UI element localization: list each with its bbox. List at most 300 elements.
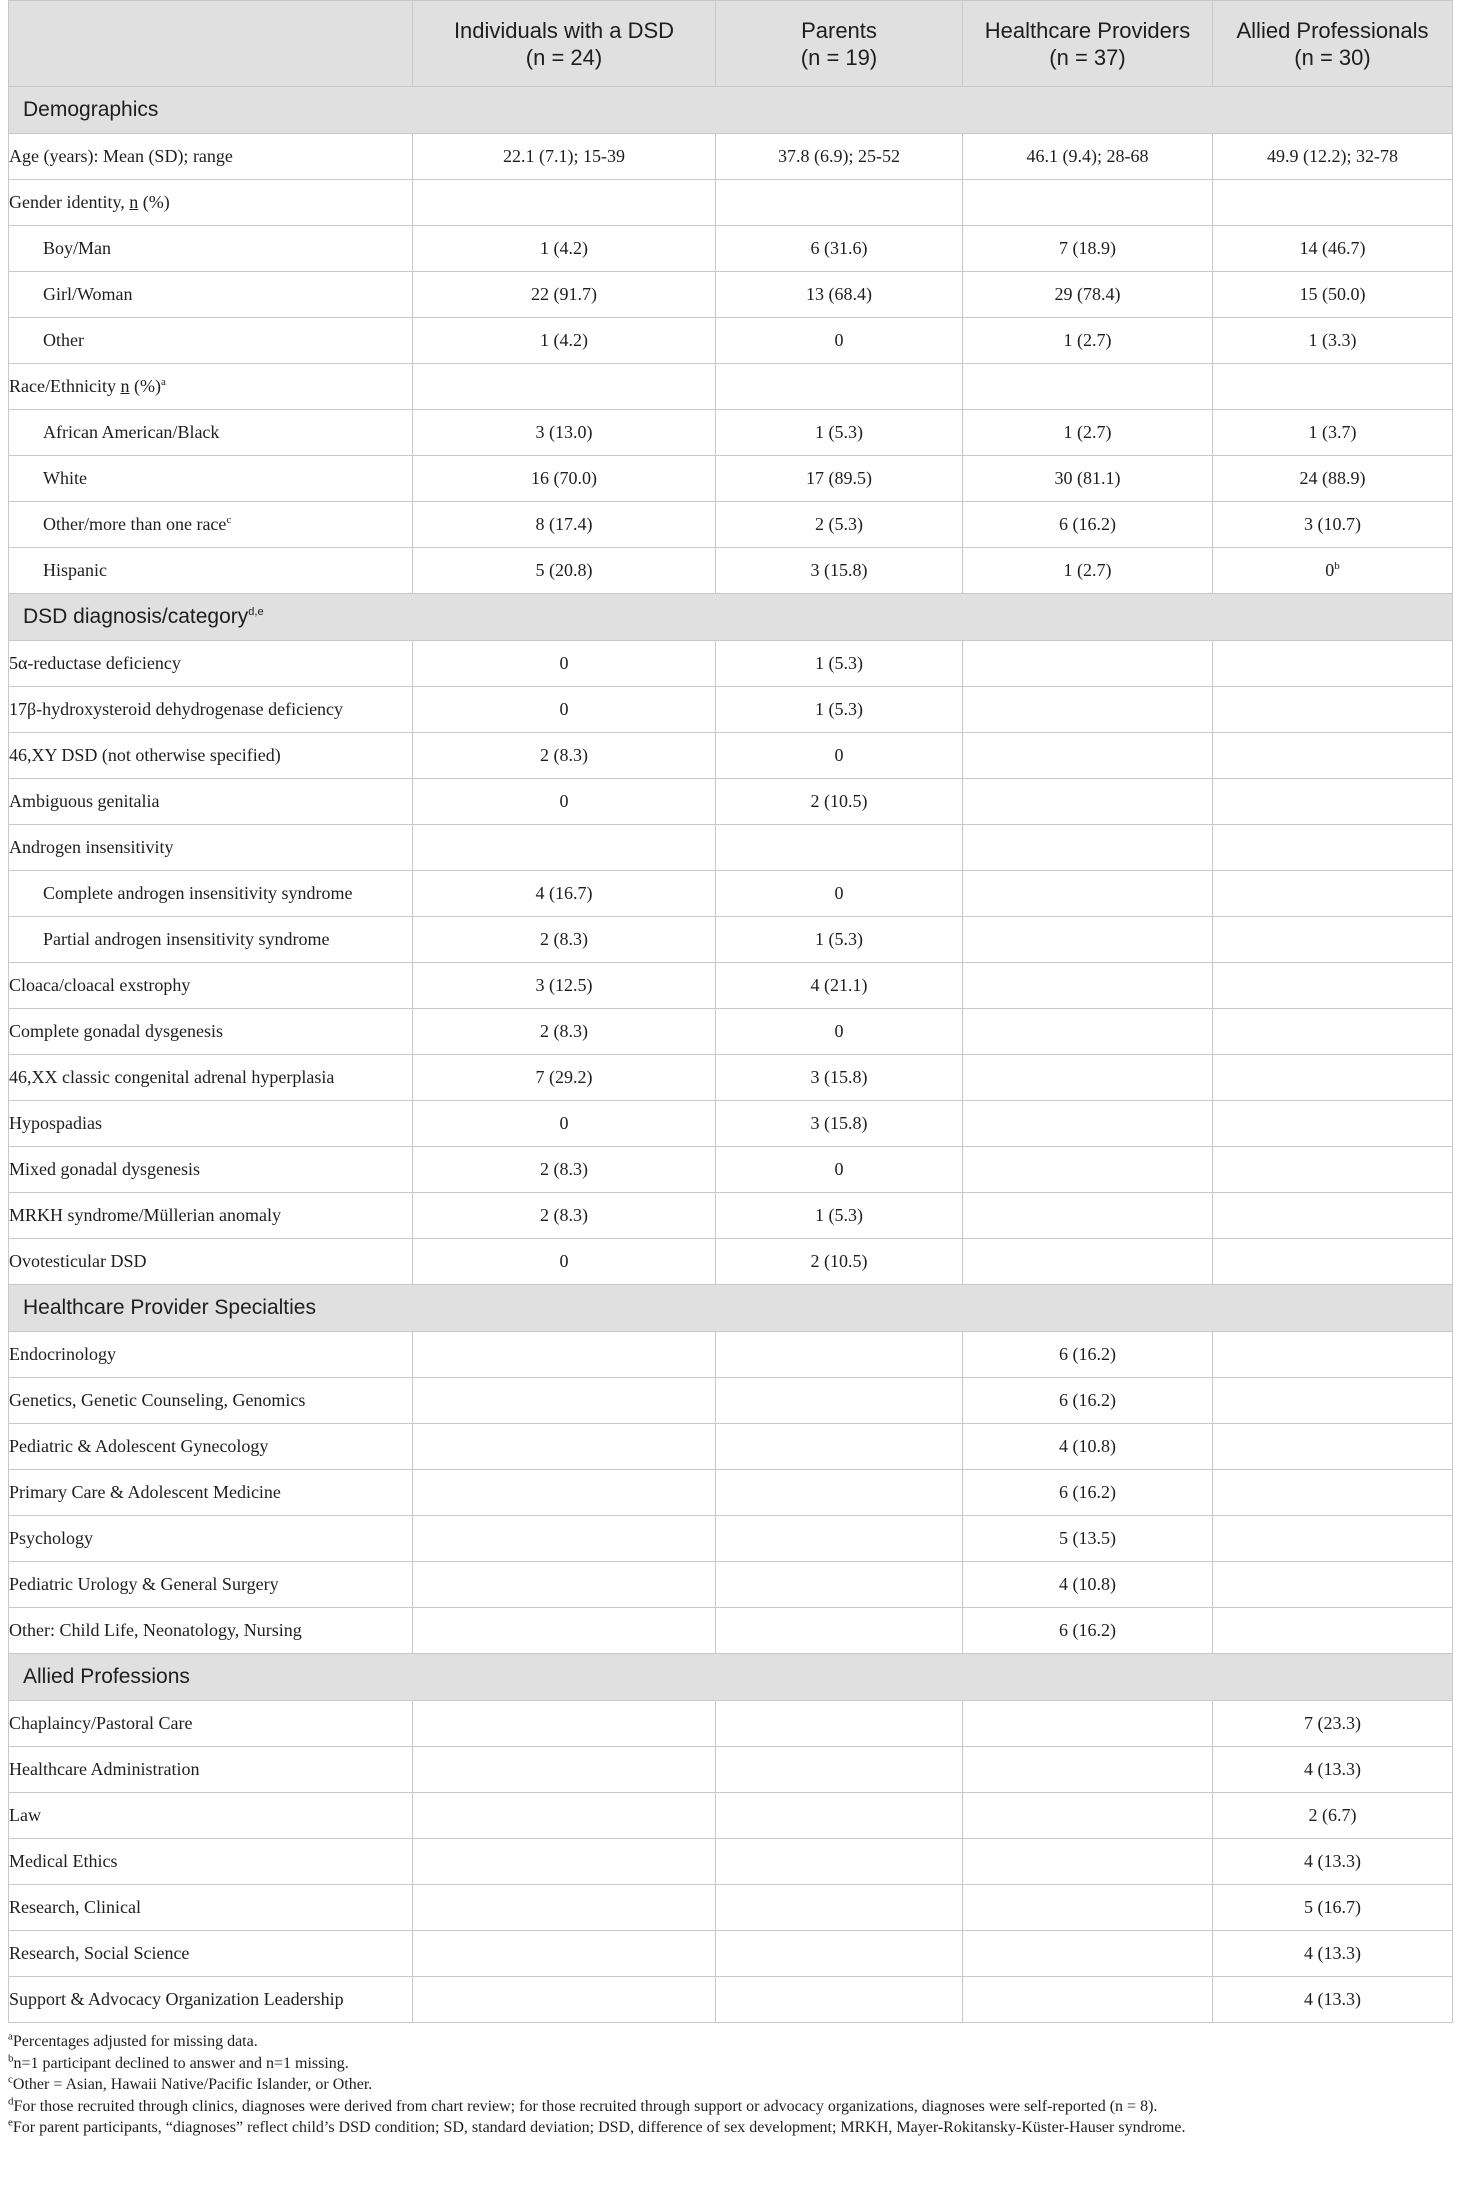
table-cell xyxy=(716,1101,963,1147)
table-body xyxy=(9,87,1453,2023)
table-cell xyxy=(963,779,1213,825)
footnote-marker: d xyxy=(8,2095,14,2108)
table-cell xyxy=(413,272,716,318)
table-cell xyxy=(1213,318,1453,364)
table-row xyxy=(9,364,1453,410)
table-cell xyxy=(413,1747,716,1793)
cell-value: 3 (15.8) xyxy=(810,1113,868,1133)
header-parents xyxy=(716,1,963,87)
table-row xyxy=(9,1147,1453,1193)
table-cell xyxy=(413,410,716,456)
header-corner xyxy=(9,1,413,87)
row-label-text: Cloaca/cloacal exstrophy xyxy=(9,975,191,995)
row-label xyxy=(9,1470,413,1516)
table-cell xyxy=(1213,410,1453,456)
cell-value: 17 (89.5) xyxy=(806,468,872,488)
table-cell xyxy=(716,1147,963,1193)
table-cell xyxy=(963,134,1213,180)
table-cell xyxy=(963,1747,1213,1793)
row-label-text: 46,XX classic congenital adrenal hyperplasia xyxy=(9,1067,335,1087)
table-cell xyxy=(1213,1747,1453,1793)
cell-value: 5 (20.8) xyxy=(535,560,593,580)
table-cell xyxy=(716,548,963,594)
row-label xyxy=(9,1839,413,1885)
row-label xyxy=(9,134,413,180)
row-label xyxy=(9,917,413,963)
table-cell xyxy=(1213,1470,1453,1516)
table-cell xyxy=(1213,733,1453,779)
table-cell xyxy=(413,1839,716,1885)
table-cell xyxy=(716,871,963,917)
cell-value: 2 (8.3) xyxy=(540,1159,588,1179)
row-label xyxy=(9,1424,413,1470)
table-cell xyxy=(963,1977,1213,2023)
table-cell xyxy=(963,825,1213,871)
row-label xyxy=(9,1977,413,2023)
cell-value: 0 xyxy=(559,791,569,811)
table-cell xyxy=(1213,641,1453,687)
row-label-text: Endocrinology xyxy=(9,1344,116,1364)
row-label-text: Genetics, Genetic Counseling, Genomics xyxy=(9,1390,306,1410)
cell-value: 14 (46.7) xyxy=(1299,238,1366,258)
demographics-table xyxy=(8,0,1453,2023)
section-title xyxy=(9,1285,1453,1332)
cell-value: 3 (15.8) xyxy=(810,1067,868,1087)
table-row xyxy=(9,1193,1453,1239)
table-row xyxy=(9,318,1453,364)
footnote-marker: a xyxy=(8,2030,13,2043)
table-row xyxy=(9,641,1453,687)
row-label-text: Partial androgen insensitivity syndrome xyxy=(43,929,330,949)
cell-value: 0 xyxy=(834,1159,844,1179)
cell-value: 1 (3.7) xyxy=(1308,422,1357,442)
table-cell xyxy=(1213,1193,1453,1239)
table-row xyxy=(9,1101,1453,1147)
cell-value: 6 (16.2) xyxy=(1059,1344,1116,1364)
row-label-suffix: (%) xyxy=(138,192,170,212)
table-cell xyxy=(963,1701,1213,1747)
cell-value: 1 (5.3) xyxy=(815,1205,863,1225)
table-cell xyxy=(413,548,716,594)
cell-value: 4 (13.3) xyxy=(1304,1851,1361,1871)
row-label-text: Research, Social Science xyxy=(9,1943,190,1963)
row-label xyxy=(9,226,413,272)
table-cell xyxy=(413,917,716,963)
footnote-marker: c xyxy=(226,514,232,526)
table-cell xyxy=(716,1424,963,1470)
table-cell xyxy=(413,1055,716,1101)
section-title-text: Allied Professions xyxy=(23,1665,190,1688)
cell-value: 16 (70.0) xyxy=(531,468,597,488)
row-label xyxy=(9,825,413,871)
table-cell xyxy=(413,364,716,410)
table-cell xyxy=(963,1055,1213,1101)
row-label-text: Complete androgen insensitivity syndrome xyxy=(43,883,353,903)
table-cell xyxy=(413,1147,716,1193)
row-label-text: Law xyxy=(9,1805,41,1825)
cell-value: 2 (8.3) xyxy=(540,1021,588,1041)
table-cell xyxy=(963,410,1213,456)
table-row xyxy=(9,1931,1453,1977)
section-header-row xyxy=(9,1654,1453,1701)
table-cell xyxy=(963,1009,1213,1055)
table-cell xyxy=(963,641,1213,687)
table-row xyxy=(9,1747,1453,1793)
table-cell xyxy=(1213,364,1453,410)
cell-value: 1 (5.3) xyxy=(815,422,863,442)
section-title xyxy=(9,87,1453,134)
table-cell xyxy=(716,1378,963,1424)
footnote-text: For parent participants, “diagnoses” reflect child’s DSD condition; SD, standard deviation; DSD, difference of sex development; MRKH, Mayer-Rokitansky-Küster-Hauser syndrome. xyxy=(12,2119,1186,2136)
row-label xyxy=(9,779,413,825)
row-label-text: White xyxy=(43,468,87,488)
row-label-text: Other: Child Life, Neonatology, Nursing xyxy=(9,1620,302,1640)
row-label-text: 5α-reductase deficiency xyxy=(9,653,181,673)
table-cell xyxy=(1213,963,1453,1009)
table-cell xyxy=(1213,180,1453,226)
table-cell xyxy=(963,272,1213,318)
cell-value: 2 (8.3) xyxy=(540,929,588,949)
table-cell xyxy=(963,456,1213,502)
cell-value: 2 (8.3) xyxy=(540,745,588,765)
table-cell xyxy=(413,1101,716,1147)
table-cell xyxy=(716,1009,963,1055)
table-cell xyxy=(716,1885,963,1931)
row-label xyxy=(9,733,413,779)
table-cell xyxy=(716,733,963,779)
table-cell xyxy=(716,1562,963,1608)
table-cell xyxy=(716,687,963,733)
row-label xyxy=(9,364,413,410)
table-cell xyxy=(963,733,1213,779)
header-title: Allied Professionals xyxy=(1236,17,1429,43)
table-cell xyxy=(1213,1562,1453,1608)
cell-value: 0 xyxy=(559,1113,569,1133)
table-cell xyxy=(716,779,963,825)
row-label xyxy=(9,641,413,687)
table-row xyxy=(9,1516,1453,1562)
table-cell xyxy=(963,502,1213,548)
table-row xyxy=(9,1055,1453,1101)
table-cell xyxy=(413,1885,716,1931)
table-cell xyxy=(1213,917,1453,963)
row-label-text: African American/Black xyxy=(43,422,220,442)
row-label xyxy=(9,180,413,226)
table-cell xyxy=(1213,1931,1453,1977)
table-cell xyxy=(413,779,716,825)
table-cell xyxy=(413,1193,716,1239)
table-row xyxy=(9,1378,1453,1424)
table-row xyxy=(9,1470,1453,1516)
row-label-text: 17β-hydroxysteroid dehydrogenase deficiency xyxy=(9,699,344,719)
cell-value: 7 (29.2) xyxy=(535,1067,593,1087)
table-cell xyxy=(963,1424,1213,1470)
cell-value: 3 (12.5) xyxy=(535,975,593,995)
cell-value: 46.1 (9.4); 28-68 xyxy=(1026,146,1149,166)
table-cell xyxy=(963,1885,1213,1931)
table-cell xyxy=(1213,1101,1453,1147)
cell-value: 1 (5.3) xyxy=(815,653,863,673)
table-cell xyxy=(1213,1147,1453,1193)
row-label-text: Psychology xyxy=(9,1528,94,1548)
cell-value: 4 (13.3) xyxy=(1304,1759,1361,1779)
table-row xyxy=(9,1009,1453,1055)
table-cell xyxy=(1213,1701,1453,1747)
row-label-text: Research, Clinical xyxy=(9,1897,141,1917)
cell-value: 30 (81.1) xyxy=(1054,468,1121,488)
row-label-text: Complete gonadal dysgenesis xyxy=(9,1021,223,1041)
table-cell xyxy=(413,1239,716,1285)
table-row xyxy=(9,180,1453,226)
table-cell xyxy=(413,825,716,871)
row-label-text: Hispanic xyxy=(43,560,107,580)
header-count: (n = 30) xyxy=(1294,44,1371,70)
table-cell xyxy=(716,825,963,871)
row-label xyxy=(9,963,413,1009)
table-cell xyxy=(716,364,963,410)
table-row xyxy=(9,825,1453,871)
header-row xyxy=(9,1,1453,87)
row-label xyxy=(9,687,413,733)
table-row xyxy=(9,1885,1453,1931)
footnote-text: Percentages adjusted for missing data. xyxy=(12,2033,258,2050)
table-cell xyxy=(1213,871,1453,917)
row-label-text: Race/Ethnicity xyxy=(9,376,121,396)
cell-value: 29 (78.4) xyxy=(1054,284,1121,304)
table-row xyxy=(9,410,1453,456)
table-cell xyxy=(963,548,1213,594)
table-cell xyxy=(963,687,1213,733)
row-label xyxy=(9,548,413,594)
table-cell xyxy=(716,134,963,180)
table-cell xyxy=(1213,1516,1453,1562)
table-cell xyxy=(963,1793,1213,1839)
table-cell xyxy=(716,226,963,272)
table-cell xyxy=(963,1147,1213,1193)
table-cell xyxy=(716,1793,963,1839)
cell-value: 22 (91.7) xyxy=(531,284,597,304)
cell-value: 5 (16.7) xyxy=(1304,1897,1361,1917)
footnote-marker: b xyxy=(8,2052,14,2065)
cell-value: 6 (31.6) xyxy=(810,238,868,258)
table-row xyxy=(9,134,1453,180)
row-label xyxy=(9,272,413,318)
header-allied-professionals xyxy=(1213,1,1453,87)
table-row xyxy=(9,1977,1453,2023)
cell-value: 4 (10.8) xyxy=(1059,1436,1116,1456)
footnote-text: For those recruited through clinics, diagnoses were derived from chart review; for those recruited through support or advocacy organizations, diagnoses were self-reported (n = 8). xyxy=(13,2097,1158,2115)
table-cell xyxy=(413,963,716,1009)
table-cell xyxy=(1213,502,1453,548)
header-individuals xyxy=(413,1,716,87)
row-label-text: Girl/Woman xyxy=(43,284,133,304)
table-cell xyxy=(1213,1793,1453,1839)
row-label-text: MRKH syndrome/Müllerian anomaly xyxy=(9,1205,281,1225)
table-row xyxy=(9,871,1453,917)
table-cell xyxy=(1213,272,1453,318)
table-cell xyxy=(716,1747,963,1793)
cell-value: 4 (16.7) xyxy=(535,883,593,903)
footnote-marker: c xyxy=(8,2073,13,2086)
cell-value: 1 (2.7) xyxy=(1063,422,1112,442)
table-cell xyxy=(716,180,963,226)
footnote-text: Other = Asian, Hawaii Native/Pacific Islander, or Other. xyxy=(12,2076,373,2093)
row-label xyxy=(9,1562,413,1608)
section-header-row xyxy=(9,1285,1453,1332)
table-row xyxy=(9,1793,1453,1839)
table-cell xyxy=(716,963,963,1009)
table-row xyxy=(9,548,1453,594)
row-label xyxy=(9,502,413,548)
cell-value: 7 (23.3) xyxy=(1304,1713,1361,1733)
table-cell xyxy=(716,1701,963,1747)
row-label xyxy=(9,1885,413,1931)
table-cell xyxy=(413,641,716,687)
table-row xyxy=(9,733,1453,779)
table-cell xyxy=(963,963,1213,1009)
row-label-suffix: (%) xyxy=(129,376,161,396)
header-count: (n = 37) xyxy=(1049,44,1126,70)
table-cell xyxy=(963,1332,1213,1378)
cell-value: 49.9 (12.2); 32-78 xyxy=(1267,146,1398,166)
cell-value: 0 xyxy=(834,745,844,765)
row-label-text: Ambiguous genitalia xyxy=(9,791,160,811)
row-label-text: Medical Ethics xyxy=(9,1851,118,1871)
header-title: Healthcare Providers xyxy=(984,17,1191,43)
table-cell xyxy=(1213,1009,1453,1055)
table-cell xyxy=(716,1608,963,1654)
table-cell xyxy=(413,1977,716,2023)
cell-value: 0 xyxy=(1325,560,1335,580)
table-row xyxy=(9,1332,1453,1378)
table-row xyxy=(9,502,1453,548)
row-label xyxy=(9,1793,413,1839)
table-cell xyxy=(413,687,716,733)
cell-value: 0 xyxy=(834,883,844,903)
cell-value: 2 (8.3) xyxy=(540,1205,588,1225)
table-cell xyxy=(1213,825,1453,871)
cell-value: 1 (5.3) xyxy=(815,929,863,949)
table-cell xyxy=(413,1608,716,1654)
section-header-row xyxy=(9,594,1453,641)
row-label-text: Primary Care & Adolescent Medicine xyxy=(9,1482,281,1502)
table-cell xyxy=(963,1378,1213,1424)
table-cell xyxy=(1213,687,1453,733)
table-row xyxy=(9,917,1453,963)
row-label xyxy=(9,456,413,502)
table-cell xyxy=(413,1793,716,1839)
cell-value: 0 xyxy=(559,1251,569,1271)
footnote-marker: a xyxy=(160,376,166,388)
row-label-text: Mixed gonadal dysgenesis xyxy=(9,1159,200,1179)
row-label-text: Androgen insensitivity xyxy=(9,837,174,857)
footnote-text: n=1 participant declined to answer and n=1 missing. xyxy=(13,2054,349,2072)
cell-value: 4 (13.3) xyxy=(1304,1989,1361,2009)
cell-value: 6 (16.2) xyxy=(1059,1620,1116,1640)
row-label xyxy=(9,1931,413,1977)
cell-value: 8 (17.4) xyxy=(535,514,593,534)
cell-value: 22.1 (7.1); 15-39 xyxy=(503,146,625,166)
table-cell xyxy=(413,134,716,180)
table-cell xyxy=(413,456,716,502)
table-cell xyxy=(413,180,716,226)
table-cell xyxy=(716,1839,963,1885)
table-cell xyxy=(1213,1332,1453,1378)
cell-value: 6 (16.2) xyxy=(1059,514,1116,534)
footnote-marker: b xyxy=(1334,560,1340,572)
table-cell xyxy=(1213,1378,1453,1424)
row-label-text: Other xyxy=(43,330,84,350)
table-cell xyxy=(716,1516,963,1562)
header-title: Individuals with a DSD xyxy=(453,17,675,43)
table-row xyxy=(9,1424,1453,1470)
table-cell xyxy=(716,641,963,687)
footnote xyxy=(8,2117,1452,2139)
section-title xyxy=(9,1654,1453,1701)
table-cell xyxy=(1213,1055,1453,1101)
section-title xyxy=(9,594,1453,641)
table-cell xyxy=(716,917,963,963)
header-count: (n = 19) xyxy=(800,44,878,70)
table-cell xyxy=(716,1332,963,1378)
row-label xyxy=(9,1009,413,1055)
cell-value: 2 (10.5) xyxy=(810,791,868,811)
cell-value: 3 (15.8) xyxy=(810,560,868,580)
table-cell xyxy=(716,1193,963,1239)
table-row xyxy=(9,226,1453,272)
cell-value: 0 xyxy=(834,330,844,350)
cell-value: 1 (3.3) xyxy=(1308,330,1357,350)
table-cell xyxy=(413,502,716,548)
table-cell xyxy=(413,1931,716,1977)
table-cell xyxy=(1213,1885,1453,1931)
row-label-text: Boy/Man xyxy=(43,238,112,258)
table-cell xyxy=(716,272,963,318)
table-row xyxy=(9,1562,1453,1608)
footnote xyxy=(8,2096,1452,2118)
table-cell xyxy=(963,1101,1213,1147)
cell-value: 1 (2.7) xyxy=(1063,330,1112,350)
table-cell xyxy=(963,1931,1213,1977)
table-cell xyxy=(716,1239,963,1285)
footnotes xyxy=(8,2031,1452,2139)
table-cell xyxy=(1213,134,1453,180)
table-cell xyxy=(1213,1239,1453,1285)
row-label-text: Age (years): Mean (SD); range xyxy=(9,146,233,166)
cell-value: 7 (18.9) xyxy=(1059,238,1116,258)
cell-value: 4 (21.1) xyxy=(810,975,868,995)
cell-value: 6 (16.2) xyxy=(1059,1482,1116,1502)
table-cell xyxy=(413,1424,716,1470)
cell-value: 1 (2.7) xyxy=(1063,560,1112,580)
table-cell xyxy=(963,364,1213,410)
cell-value: 24 (88.9) xyxy=(1299,468,1366,488)
row-label xyxy=(9,1378,413,1424)
table-cell xyxy=(716,410,963,456)
row-label xyxy=(9,1193,413,1239)
table-row xyxy=(9,779,1453,825)
table-cell xyxy=(1213,1608,1453,1654)
table-cell xyxy=(716,1977,963,2023)
table-row xyxy=(9,272,1453,318)
row-label xyxy=(9,1747,413,1793)
table-cell xyxy=(413,1332,716,1378)
cell-value: 0 xyxy=(559,699,569,719)
table-cell xyxy=(1213,456,1453,502)
cell-value: 2 (5.3) xyxy=(815,514,863,534)
table-cell xyxy=(413,1470,716,1516)
table-cell xyxy=(716,318,963,364)
